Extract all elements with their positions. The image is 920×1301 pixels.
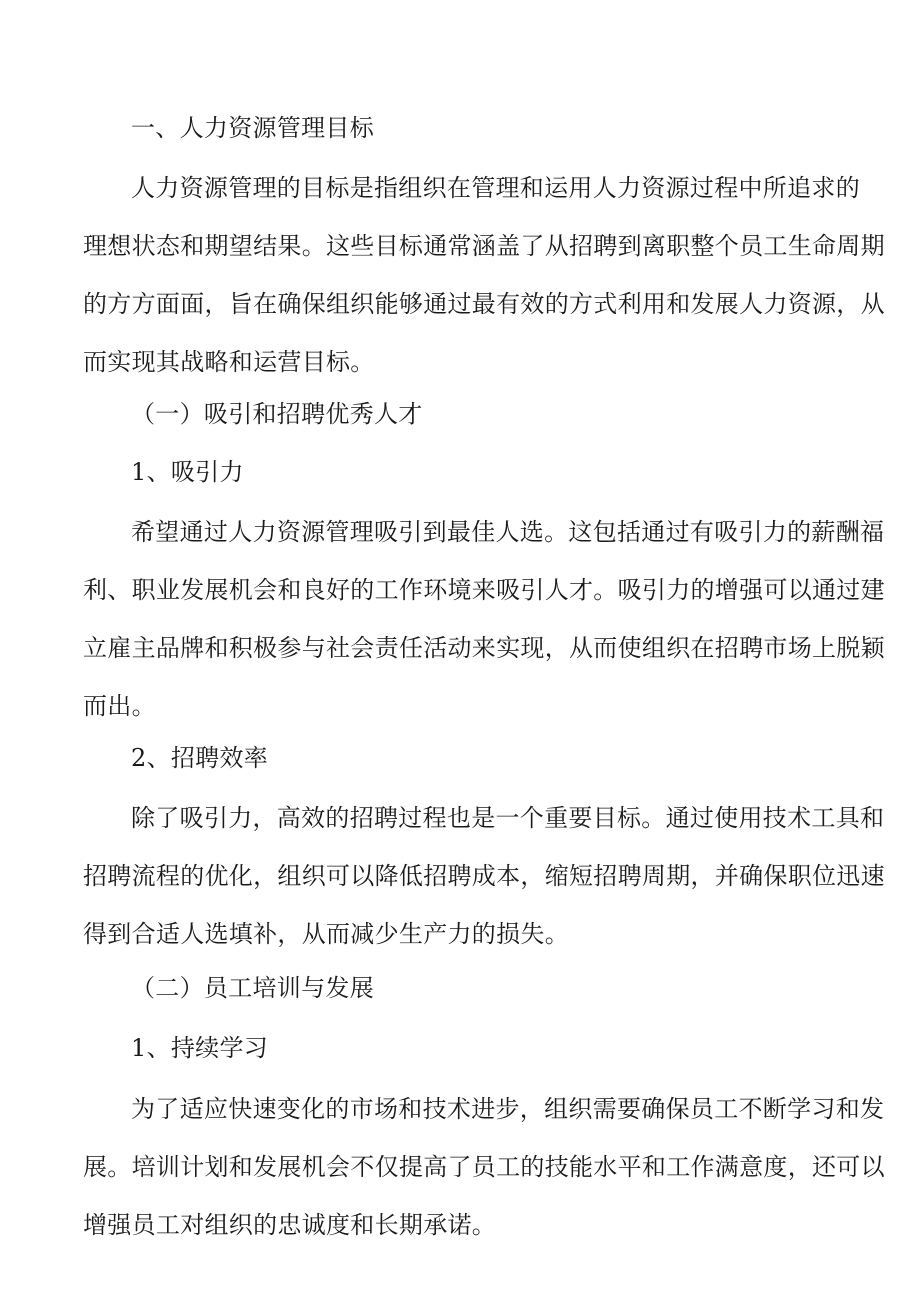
paragraph-line: 招聘流程的优化，组织可以降低招聘成本，缩短招聘周期，并确保职位迅速 xyxy=(83,862,885,890)
subsection-heading-recruit-efficiency: 2、招聘效率 xyxy=(131,744,269,772)
paragraph-line: 展。培训计划和发展机会不仅提高了员工的技能水平和工作满意度，还可以 xyxy=(83,1153,885,1181)
attraction-paragraph xyxy=(0,503,885,735)
section-heading-2: （二）员工培训与发展 xyxy=(131,974,374,1002)
document-title: 一、人力资源管理目标 xyxy=(131,114,374,142)
paragraph-line: 利、职业发展机会和良好的工作环境来吸引人才。吸引力的增强可以通过建 xyxy=(83,576,885,604)
paragraph-line: 立雇主品牌和积极参与社会责任活动来实现，从而使组织在招聘市场上脱颖 xyxy=(83,634,885,662)
paragraph-line: 人力资源管理的目标是指组织在管理和运用人力资源过程中所追求的 xyxy=(131,174,860,202)
recruit-efficiency-paragraph xyxy=(0,789,885,963)
paragraph-line: 得到合适人选填补，从而减少生产力的损失。 xyxy=(83,920,569,948)
subsection-heading-continuous-learning: 1、持续学习 xyxy=(131,1034,269,1062)
paragraph-line: 除了吸引力，高效的招聘过程也是一个重要目标。通过使用技术工具和 xyxy=(131,804,885,832)
paragraph-line: 理想状态和期望结果。这些目标通常涵盖了从招聘到离职整个员工生命周期 xyxy=(83,232,885,260)
continuous-learning-paragraph xyxy=(0,1080,885,1254)
paragraph-line: 增强员工对组织的忠诚度和长期承诺。 xyxy=(83,1211,497,1239)
paragraph-line: 希望通过人力资源管理吸引到最佳人选。这包括通过有吸引力的薪酬福 xyxy=(131,518,885,546)
paragraph-line: 而出。 xyxy=(83,692,156,720)
section-heading-1: （一）吸引和招聘优秀人才 xyxy=(131,400,423,428)
paragraph-line: 的方方面面，旨在确保组织能够通过最有效的方式利用和发展人力资源，从 xyxy=(83,290,885,318)
paragraph-line: 为了适应快速变化的市场和技术进步，组织需要确保员工不断学习和发 xyxy=(131,1095,885,1123)
paragraph-line: 而实现其战略和运营目标。 xyxy=(83,348,375,376)
intro-paragraph xyxy=(0,159,885,391)
subsection-heading-attraction: 1、吸引力 xyxy=(131,458,244,486)
